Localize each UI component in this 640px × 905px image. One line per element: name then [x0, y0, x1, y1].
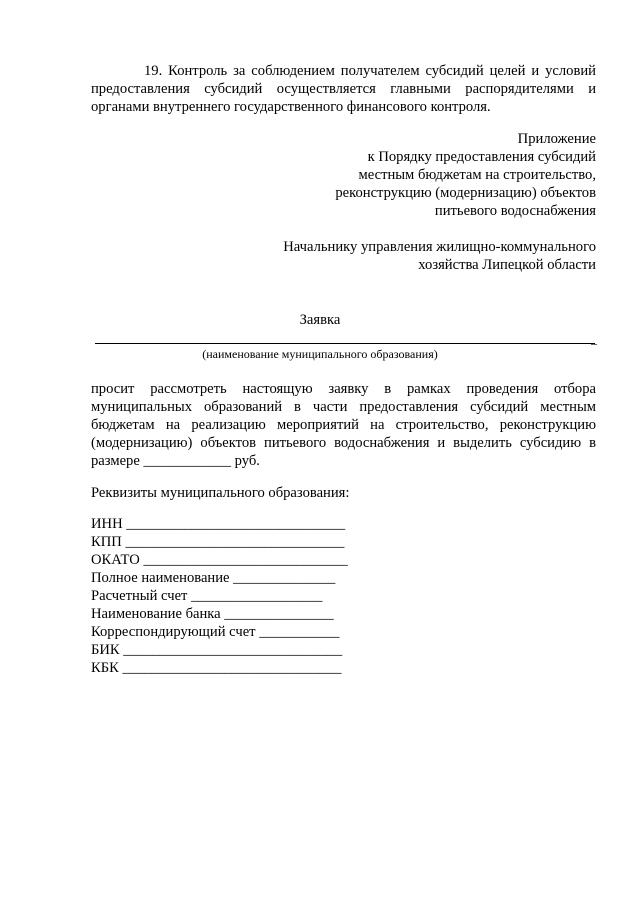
annex-line: Приложение [517, 131, 596, 147]
annex-line: питьевого водоснабжения [434, 203, 596, 219]
requisites-list [91, 515, 391, 677]
field-inn: ИНН ______________________________ [91, 516, 346, 532]
field-kpp: КПП ______________________________ [91, 534, 345, 550]
annex-line: реконструкцию (модернизацию) объектов [335, 185, 596, 201]
blank-dash: – [591, 336, 597, 350]
field-corr-account: Корреспондирующий счет ___________ [91, 624, 340, 640]
field-kbk: КБК ______________________________ [91, 660, 342, 676]
requisites-title: Реквизиты муниципального образования: [91, 485, 350, 501]
addressee-line: хозяйства Липецкой области [418, 257, 596, 273]
annex-block [300, 130, 596, 220]
annex-line: к Порядку предоставления субсидий [367, 149, 596, 165]
annex-line: местным бюджетам на строительство, [358, 167, 596, 183]
field-account: Расчетный счет __________________ [91, 588, 323, 604]
document-title: Заявка [299, 312, 341, 328]
addressee-block [250, 238, 596, 274]
municipality-blank-line [95, 343, 595, 344]
addressee-line: Начальнику управления жилищно-коммунального [283, 239, 596, 255]
field-full-name: Полное наименование ______________ [91, 570, 336, 586]
field-bik: БИК ______________________________ [91, 642, 343, 658]
municipality-caption: (наименование муниципального образования) [202, 347, 438, 361]
paragraph-19: 19. Контроль за соблюдением получателем субсидий целей и условий предоставления субсидий осуществляется главными распорядителями и органами внутреннего государственного финансового контроля. [91, 63, 596, 115]
request-paragraph: просит рассмотреть настоящую заявку в рамках проведения отбора муниципальных образований в части предоставления субсидий местным бюджетам на реализацию мероприятий на строительство, реконструкцию (модернизацию) объектов питьевого водоснабжения и выделить субсидию в размере ____________ руб. [91, 381, 596, 469]
field-bank-name: Наименование банка _______________ [91, 606, 334, 622]
field-okato: ОКАТО ____________________________ [91, 552, 348, 568]
